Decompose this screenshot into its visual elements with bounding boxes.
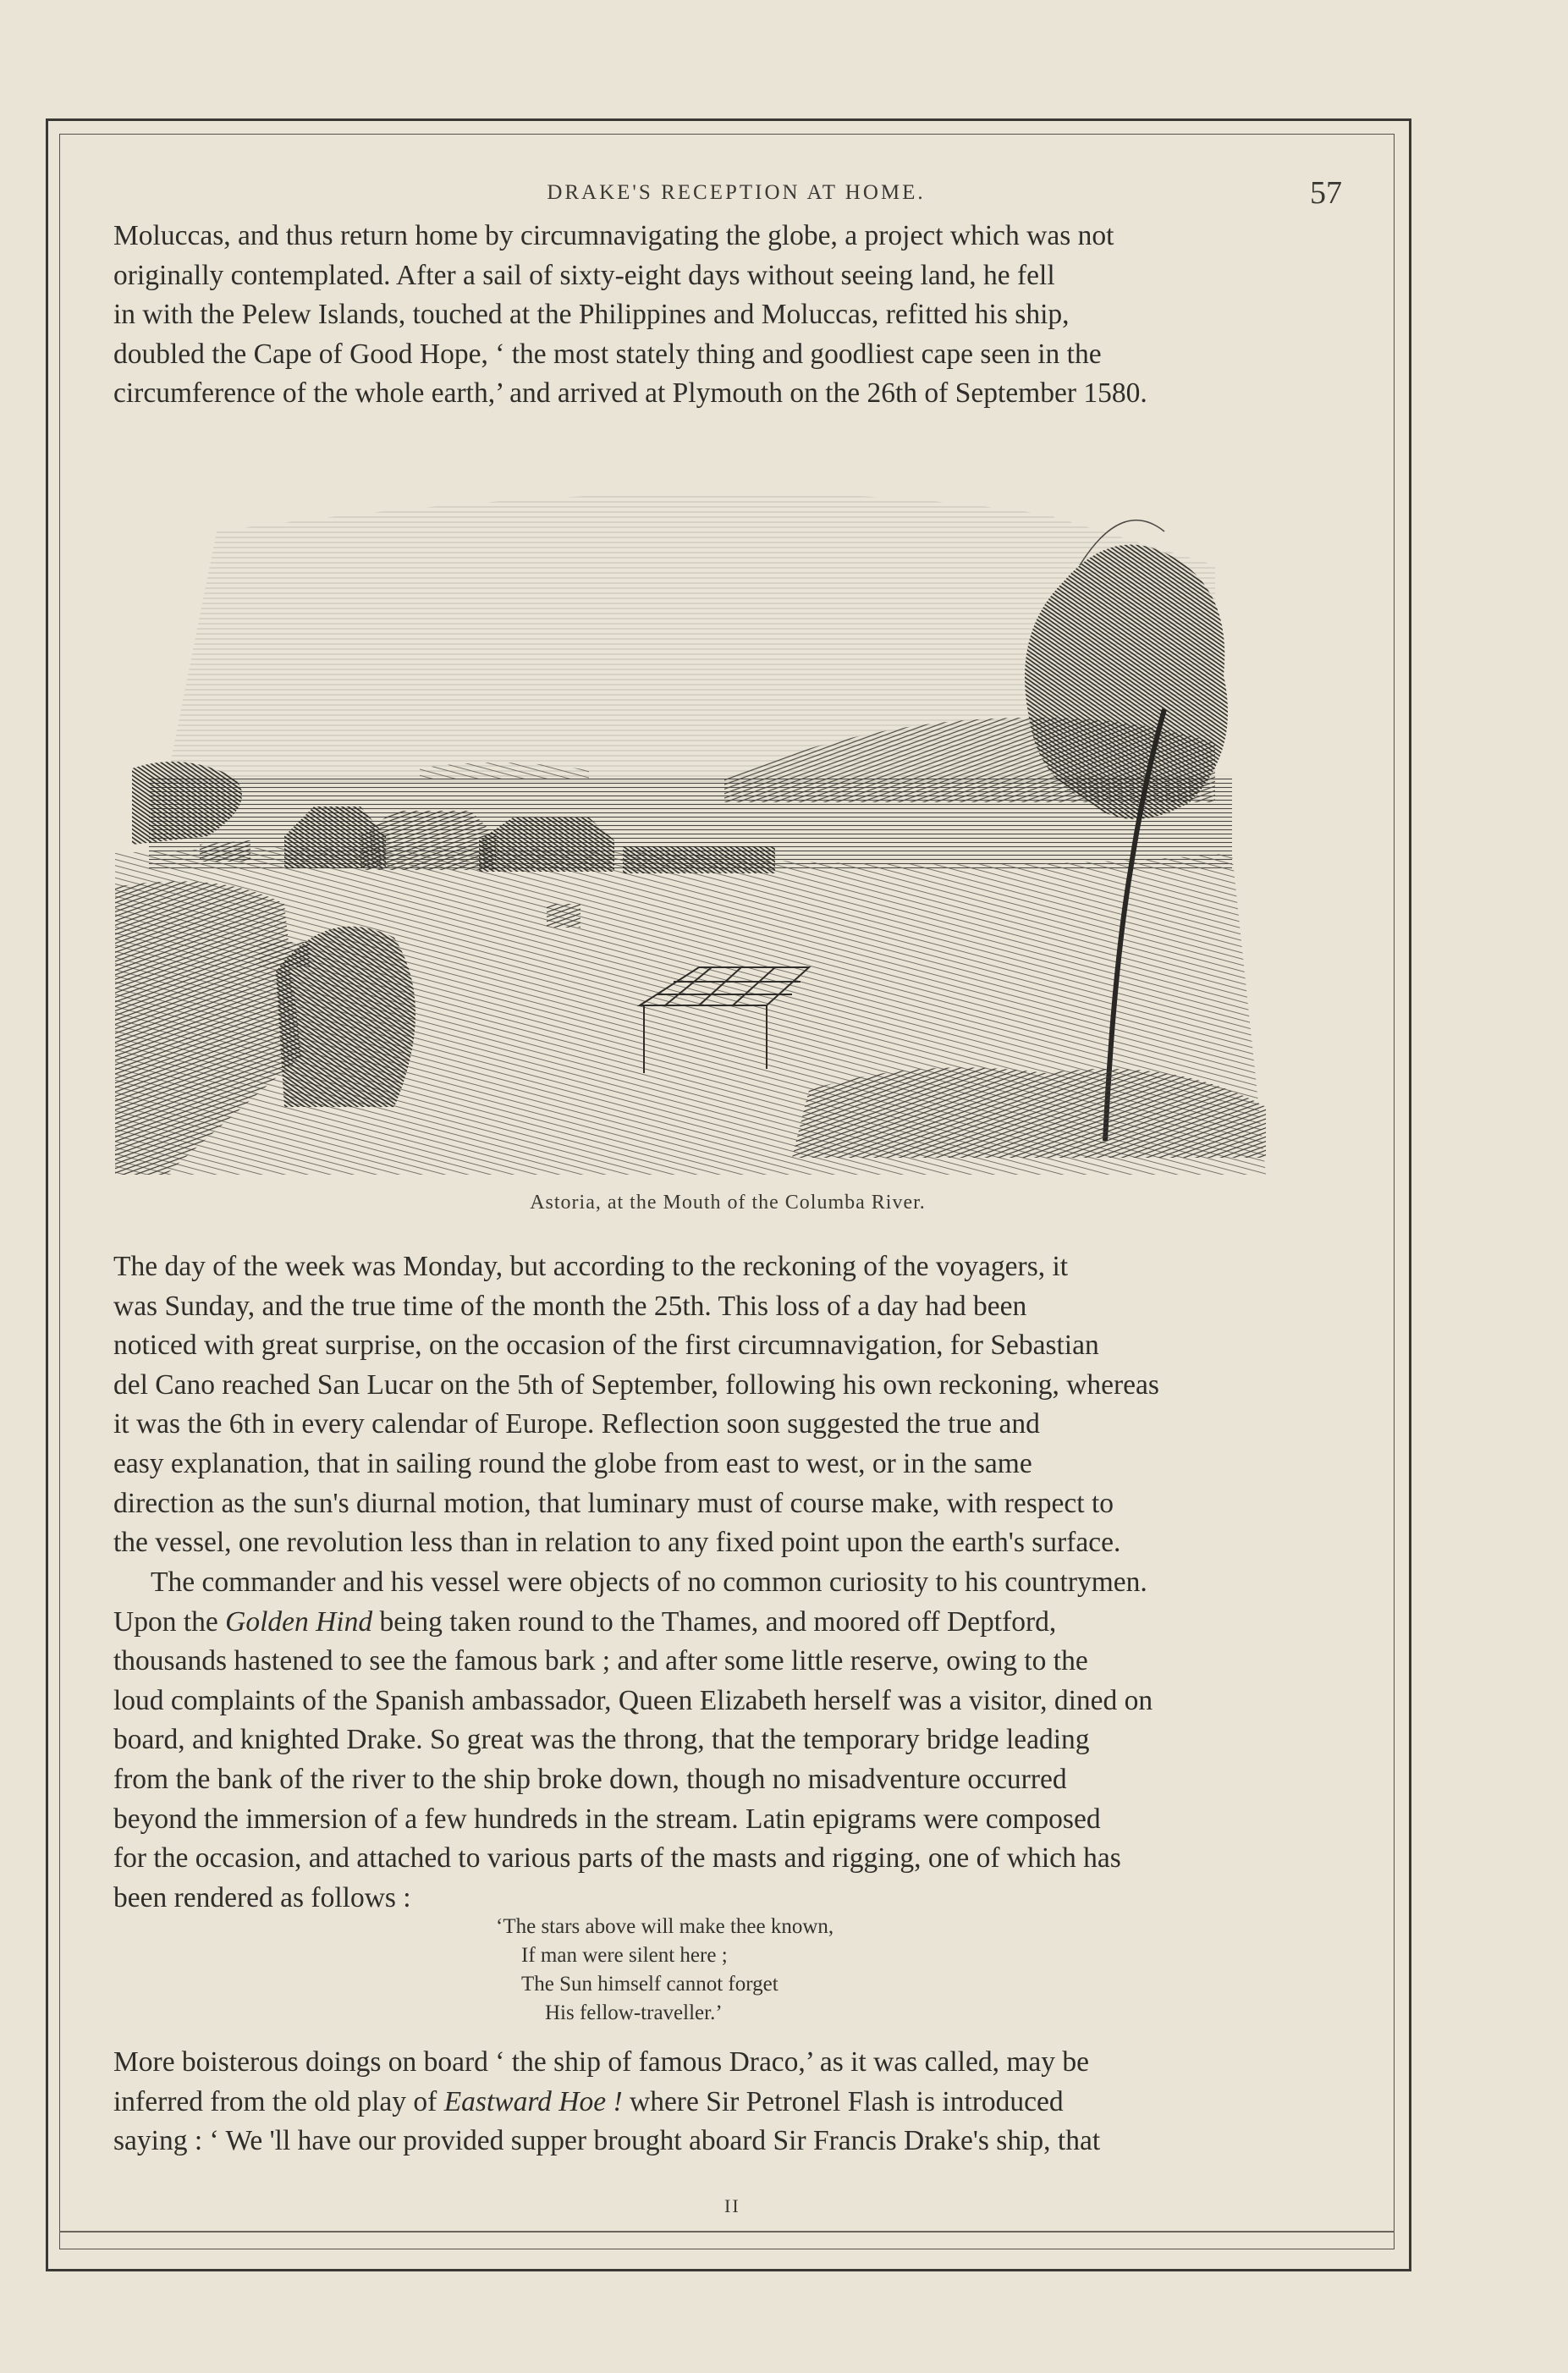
- text-span: where Sir Petronel Flash is introduced: [622, 2085, 1064, 2117]
- text-line: saying : ‘ We 'll have our provided supper brought aboard Sir Francis Drake's ship, that: [113, 2125, 1101, 2157]
- text-line: in with the Pelew Islands, touched at the Philippines and Moluccas, refitted his ship,: [113, 299, 1070, 331]
- text-line: from the bank of the river to the ship broke down, though no misadventure occurred: [113, 1763, 1067, 1795]
- verse-block: [496, 1913, 1088, 2028]
- engraving-illustration: [115, 464, 1334, 1175]
- right-foreground-brush: [792, 1067, 1266, 1158]
- text-line: Moluccas, and thus return home by circumnavigating the globe, a project which was not: [113, 220, 1114, 251]
- text-line: The day of the week was Monday, but according to the reckoning of the voyagers, it: [113, 1251, 1069, 1282]
- verse-line: ‘The stars above will make thee known,: [496, 1915, 834, 1938]
- text-line: was Sunday, and the true time of the month the 25th. This loss of a day had been: [113, 1290, 1027, 1322]
- text-line: for the occasion, and attached to various parts of the masts and rigging, one of which has: [113, 1842, 1121, 1875]
- paragraph-one: [113, 1247, 1351, 1563]
- running-head: [118, 174, 1354, 212]
- text-line: thousands hastened to see the famous bark ; and after some little reserve, owing to the: [113, 1645, 1088, 1677]
- text-line: direction as the sun's diurnal motion, that luminary must of course make, with respect to: [113, 1487, 1114, 1519]
- page-number: 57: [1310, 175, 1342, 211]
- text-line: easy explanation, that in sailing round the globe from east to west, or in the same: [113, 1447, 1032, 1479]
- text-line: beyond the immersion of a few hundreds in the stream. Latin epigrams were composed: [113, 1803, 1101, 1835]
- paragraph-three: [113, 2043, 1351, 2161]
- text-line: del Cano reached San Lucar on the 5th of September, following his own reckoning, whereas: [113, 1368, 1159, 1401]
- text-line: been rendered as follows :: [113, 1881, 411, 1913]
- text-line: doubled the Cape of Good Hope, ‘ the most stately thing and goodliest cape seen in the: [113, 338, 1102, 370]
- text-line: loud complaints of the Spanish ambassador, Queen Elizabeth herself was a visitor, dined on: [113, 1684, 1153, 1716]
- ship-name: Golden Hind: [225, 1605, 373, 1638]
- text-line: noticed with great surprise, on the occasion of the first circumnavigation, for Sebastian: [113, 1330, 1099, 1362]
- foreground-bush: [276, 927, 415, 1107]
- signature-mark: II: [724, 2195, 740, 2216]
- verse-line: His fellow-traveller.’: [545, 2001, 723, 2024]
- verse-line: The Sun himself cannot forget: [521, 1973, 778, 1996]
- text-line: circumference of the whole earth,’ and arrived at Plymouth on the 26th of September 1580.: [113, 377, 1147, 410]
- text-span: Upon the: [113, 1605, 226, 1638]
- text-line: More boisterous doings on board ‘ the ship of famous Draco,’ as it was called, may be: [113, 2046, 1089, 2078]
- verse-line: If man were silent here ;: [521, 1944, 728, 1967]
- running-head-title: DRAKE'S RECEPTION AT HOME.: [547, 181, 926, 204]
- top-paragraph: [113, 217, 1351, 414]
- text-line: board, and knighted Drake. So great was the throng, that the temporary bridge leading: [113, 1724, 1090, 1756]
- bottom-rule: [59, 2231, 1395, 2233]
- text-line: originally contemplated. After a sail of sixty-eight days without seeing land, he fell: [113, 259, 1055, 291]
- text-span: being taken round to the Thames, and moored off Deptford,: [372, 1605, 1057, 1638]
- play-title: Eastward Hoe !: [443, 2085, 623, 2117]
- text-line: [113, 2083, 1351, 2122]
- text-span: inferred from the old play of: [113, 2085, 444, 2117]
- paragraph-two: [113, 1563, 1351, 1918]
- engraving-astoria-landscape: [115, 464, 1334, 1175]
- text-line: the vessel, one revolution less than in relation to any fixed point upon the earth's surface.: [113, 1527, 1121, 1559]
- text-line: it was the 6th in every calendar of Europe. Reflection soon suggested the true and: [113, 1408, 1040, 1440]
- figure-caption: Astoria, at the Mouth of the Columba River.: [530, 1192, 926, 1214]
- text-line: The commander and his vessel were objects of no common curiosity to his countrymen.: [151, 1566, 1147, 1598]
- text-line: [113, 1603, 1351, 1643]
